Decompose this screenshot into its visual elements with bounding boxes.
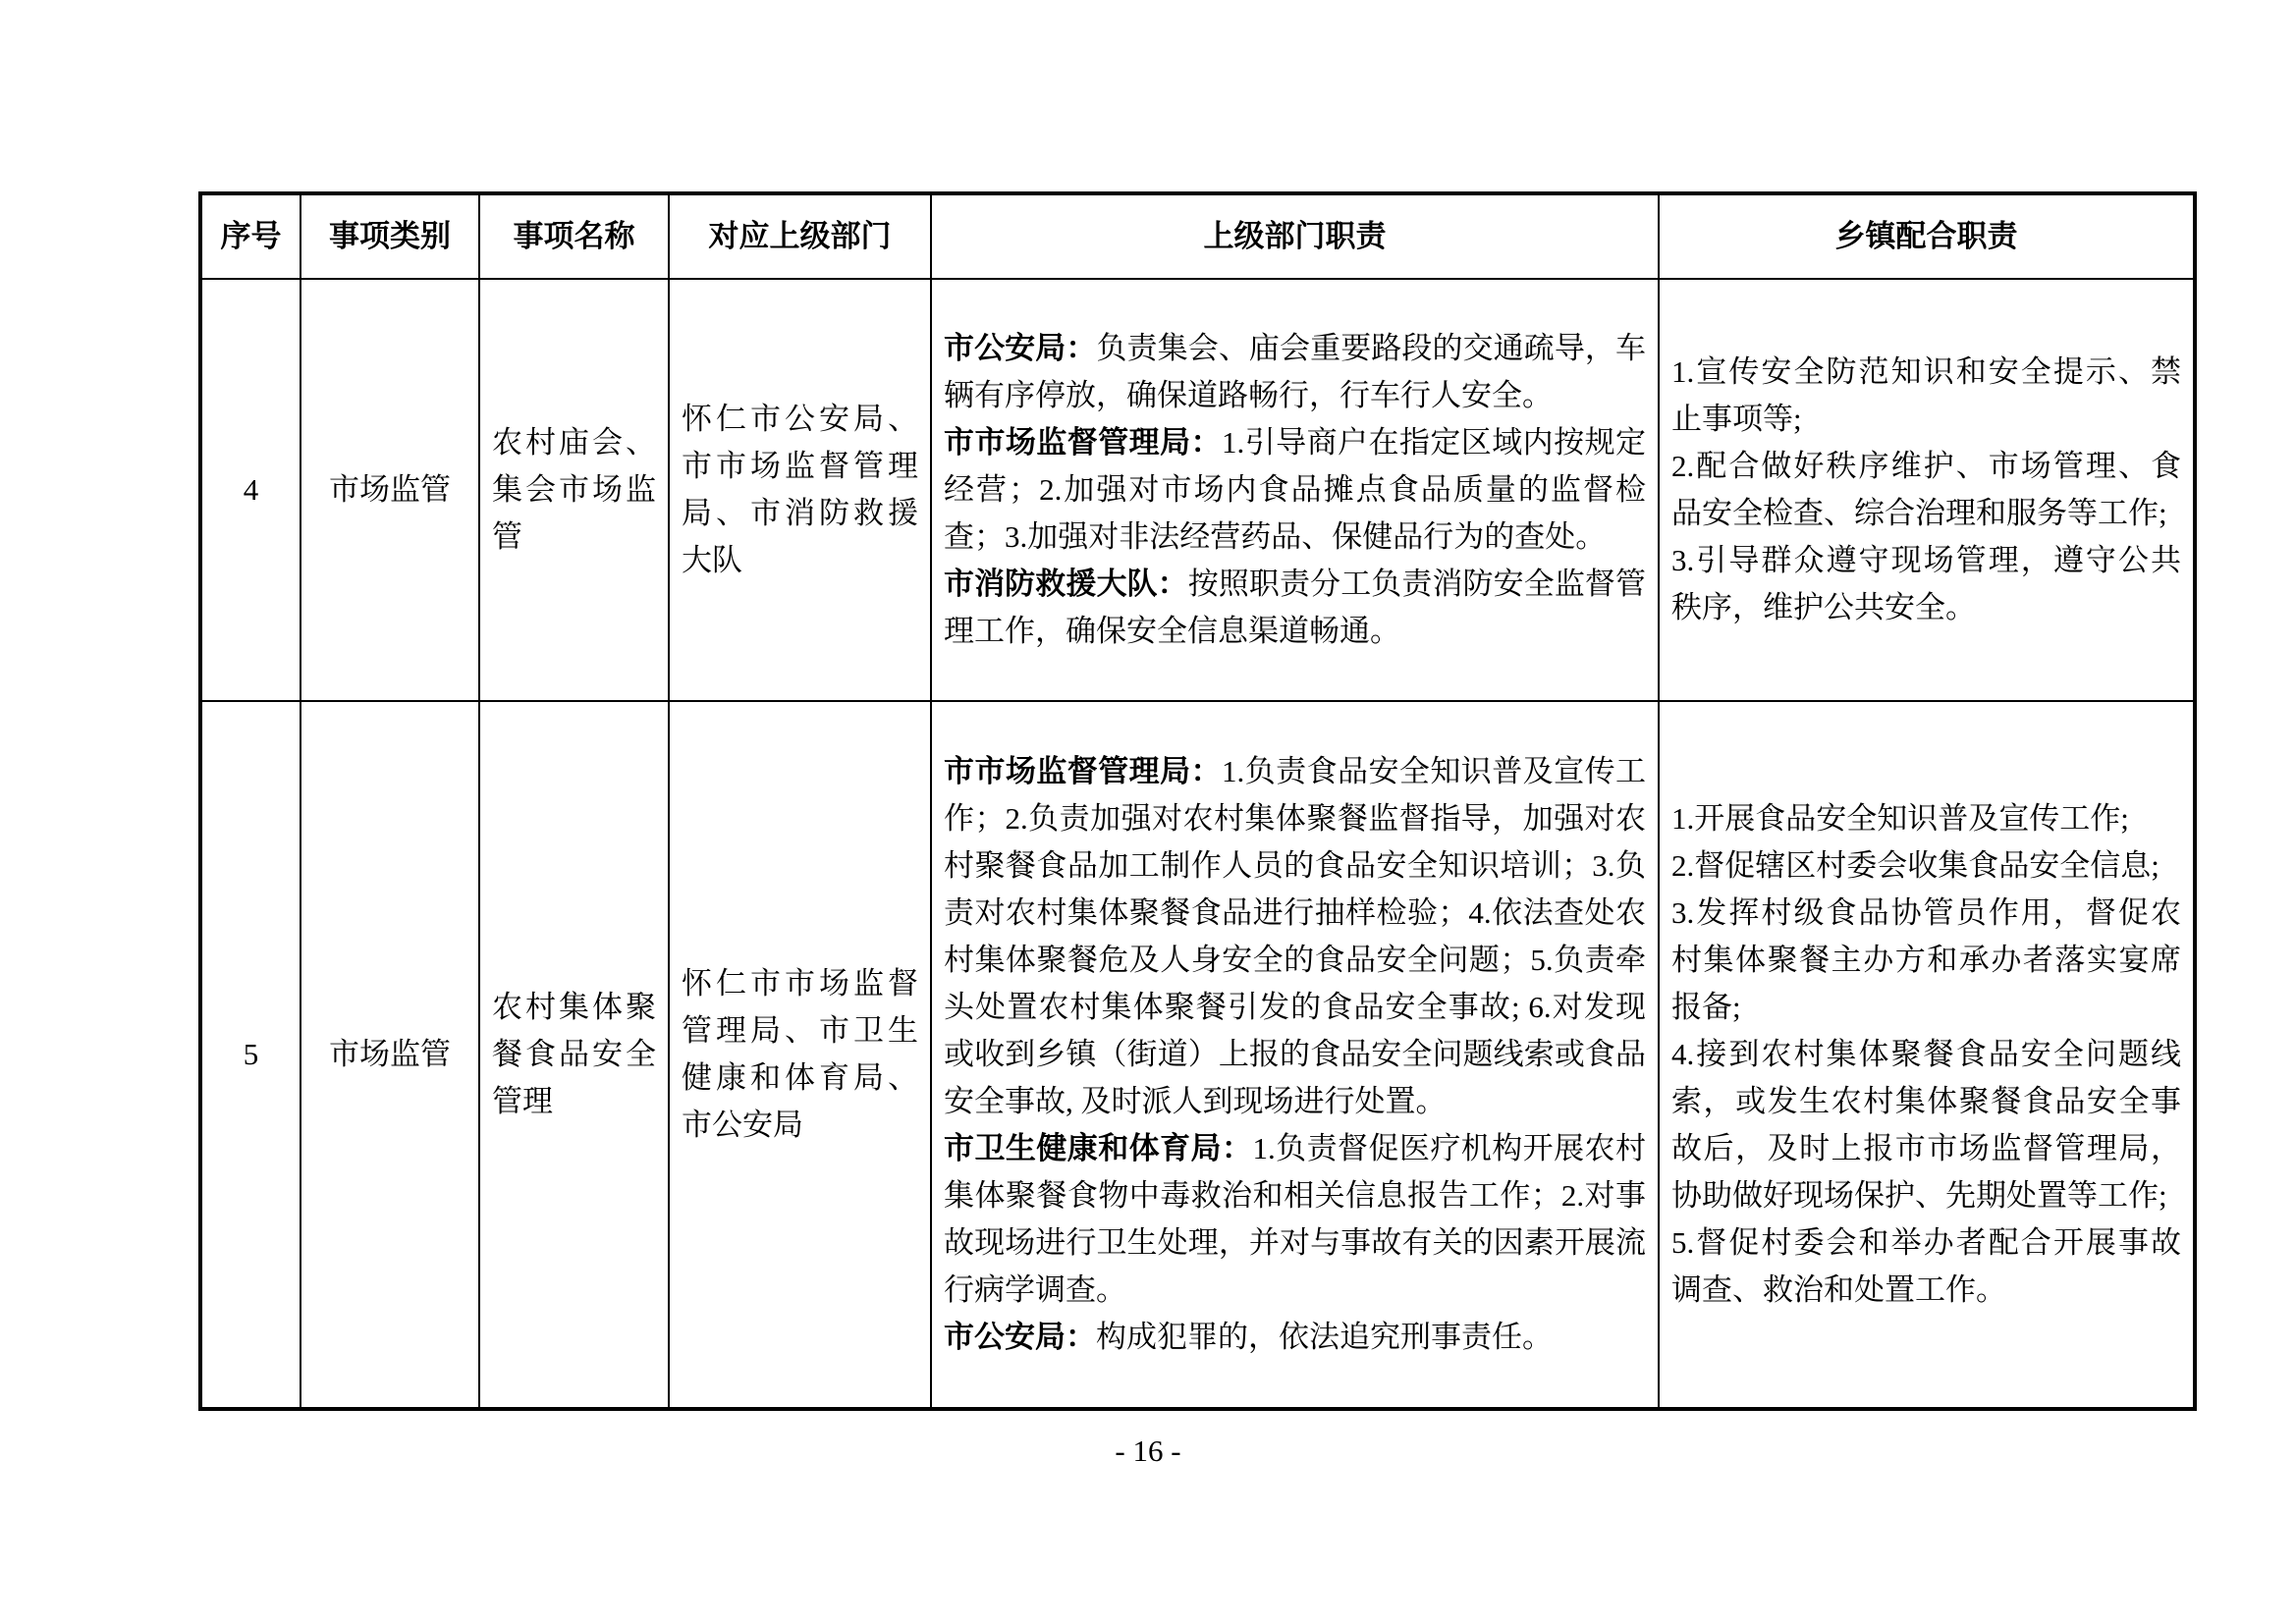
cell-superior-dept: 怀仁市公安局、市市场监督管理局、市消防救援大队 bbox=[669, 279, 931, 701]
header-seq: 序号 bbox=[200, 193, 301, 279]
cell-category: 市场监管 bbox=[301, 279, 479, 701]
township-duty-item: 1.开展食品安全知识普及宣传工作; bbox=[1671, 801, 2129, 836]
header-superior-duties: 上级部门职责 bbox=[931, 193, 1659, 279]
cell-superior-dept: 怀仁市市场监督管理局、市卫生健康和体育局、市公安局 bbox=[669, 701, 931, 1409]
township-duty-item: 4.接到农村集体聚餐食品安全问题线索，或发生农村集体聚餐食品安全事故后，及时上报市市场监督管理局，协助做好现场保护、先期处置等工作; bbox=[1671, 1037, 2181, 1213]
cell-township-duties bbox=[1659, 279, 2195, 701]
township-duty-item: 3.引导群众遵守现场管理，遵守公共秩序，维护公共安全。 bbox=[1671, 543, 2181, 624]
superior-duty-item: 市市场监督管理局：1.引导商户在指定区域内按规定经营；2.加强对市场内食品摊点食品质量的监督检查；3.加强对非法经营药品、保健品行为的查处。 bbox=[944, 425, 1647, 554]
superior-duty-item: 市消防救援大队：按照职责分工负责消防安全监督管理工作，确保安全信息渠道畅通。 bbox=[944, 567, 1647, 648]
township-duty-item: 2.督促辖区村委会收集食品安全信息; bbox=[1671, 848, 2159, 883]
table-header-row bbox=[200, 193, 2195, 279]
duty-department-label: 市消防救援大队： bbox=[944, 567, 1188, 601]
header-superior-dept: 对应上级部门 bbox=[669, 193, 931, 279]
superior-duty-item: 市公安局：构成犯罪的，依法追究刑事责任。 bbox=[944, 1320, 1553, 1354]
duty-department-label: 市卫生健康和体育局： bbox=[944, 1131, 1253, 1165]
superior-duty-item: 市卫生健康和体育局：1.负责督促医疗机构开展农村集体聚餐食物中毒救治和相关信息报告工作；2.对事故现场进行卫生处理，并对与事故有关的因素开展流行病学调查。 bbox=[944, 1131, 1647, 1307]
township-duty-item: 2.配合做好秩序维护、市场管理、食品安全检查、综合治理和服务等工作; bbox=[1671, 449, 2181, 530]
cell-superior-duties bbox=[931, 279, 1659, 701]
cell-seq: 4 bbox=[200, 279, 301, 701]
header-category: 事项类别 bbox=[301, 193, 479, 279]
cell-superior-duties bbox=[931, 701, 1659, 1409]
cell-category: 市场监管 bbox=[301, 701, 479, 1409]
table-row bbox=[200, 701, 2195, 1409]
header-item-name: 事项名称 bbox=[479, 193, 669, 279]
superior-duty-item: 市公安局：负责集会、庙会重要路段的交通疏导，车辆有序停放，确保道路畅行，行车行人安全。 bbox=[944, 331, 1647, 412]
duty-department-label: 市公安局： bbox=[944, 1320, 1096, 1354]
cell-township-duties bbox=[1659, 701, 2195, 1409]
duty-department-label: 市市场监督管理局： bbox=[944, 754, 1222, 788]
table-row bbox=[200, 279, 2195, 701]
duty-department-label: 市市场监督管理局： bbox=[944, 425, 1222, 460]
cell-item-name: 农村庙会、集会市场监管 bbox=[479, 279, 669, 701]
header-township-duties: 乡镇配合职责 bbox=[1659, 193, 2195, 279]
township-duty-item: 3.发挥村级食品协管员作用，督促农村集体聚餐主办方和承办者落实宴席报备; bbox=[1671, 895, 2181, 1024]
township-duty-item: 5.督促村委会和举办者配合开展事故调查、救治和处置工作。 bbox=[1671, 1225, 2181, 1307]
township-duty-item: 1.宣传安全防范知识和安全提示、禁止事项等; bbox=[1671, 354, 2181, 436]
superior-duty-item: 市市场监督管理局：1.负责食品安全知识普及宣传工作；2.负责加强对农村集体聚餐监督指导，加强对农村聚餐食品加工制作人员的食品安全知识培训；3.负责对农村集体聚餐食品进行抽样检验；4.依法查处农村集体聚餐危及人身安全的食品安全问题；5.负责牵头处置农村集体聚餐引发的食品安全事故; 6.对发现或收到乡镇（街道）上报的食品安全问题线索或食品安全事故, 及时派人到现场进行处置。 bbox=[944, 754, 1647, 1118]
responsibility-table bbox=[198, 191, 2197, 1411]
page-number: - 16 - bbox=[1115, 1434, 1181, 1468]
cell-item-name: 农村集体聚餐食品安全管理 bbox=[479, 701, 669, 1409]
duty-department-label: 市公安局： bbox=[944, 331, 1097, 365]
cell-seq: 5 bbox=[200, 701, 301, 1409]
